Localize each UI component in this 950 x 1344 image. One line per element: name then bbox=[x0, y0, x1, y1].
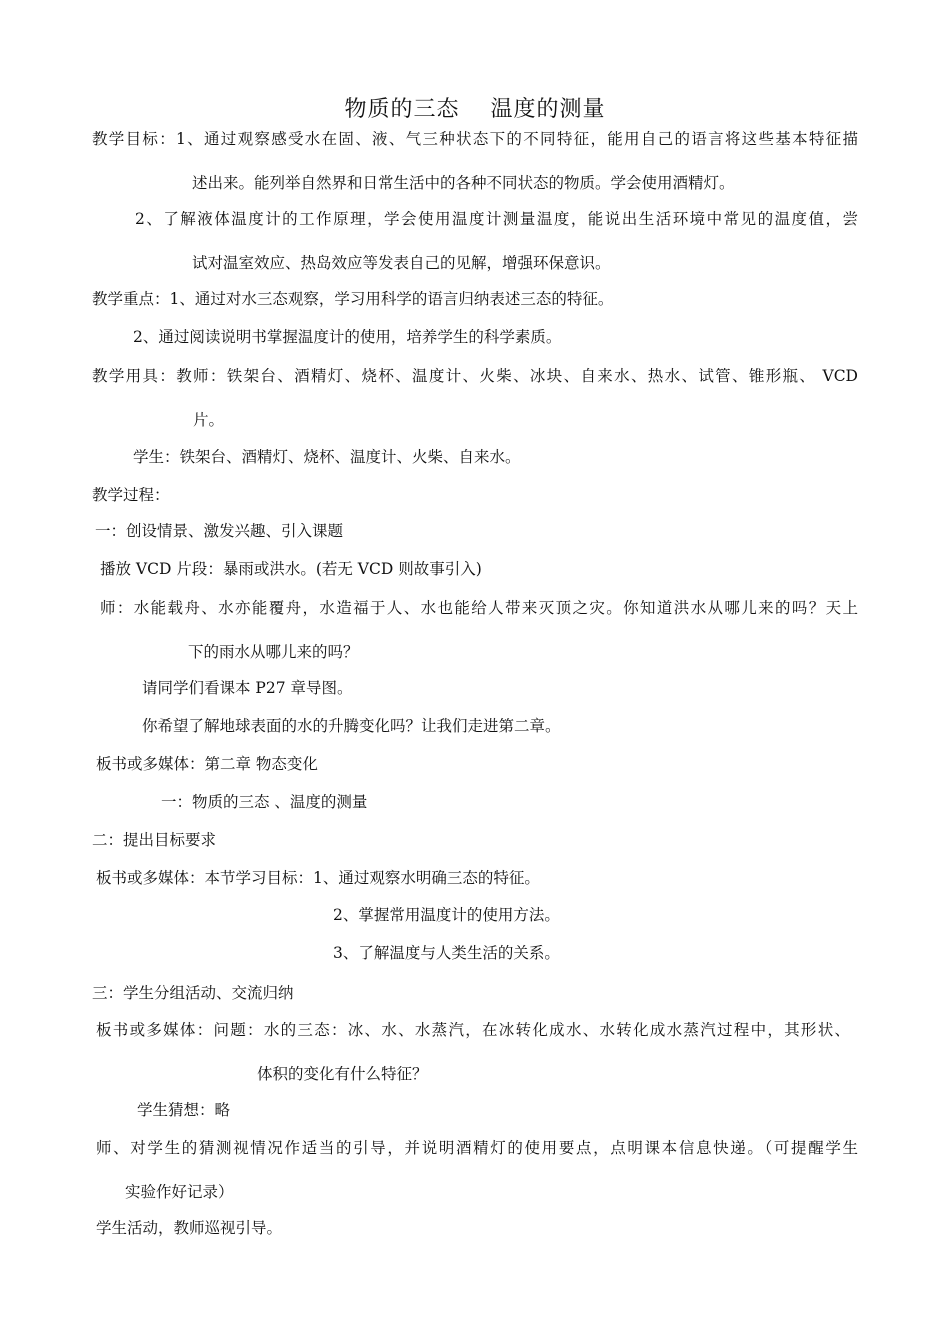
paragraph-line: 学生：铁架台、酒精灯、烧杯、温度计、火柴、自来水。 bbox=[133, 448, 521, 466]
paragraph-line: 播放 VCD 片段：暴雨或洪水。(若无 VCD 则故事引入) bbox=[100, 560, 482, 578]
paragraph-line: 下的雨水从哪儿来的吗？ bbox=[188, 643, 359, 661]
document-title: 物质的三态 温度的测量 bbox=[344, 97, 606, 122]
paragraph-line: 板书或多媒体：第二章 物态变化 bbox=[96, 755, 318, 773]
paragraph-line: 教学过程： bbox=[92, 486, 170, 504]
paragraph-line: 你希望了解地球表面的水的升腾变化吗？让我们走进第二章。 bbox=[142, 717, 561, 735]
section-heading: 三：学生分组活动、交流归纳 bbox=[92, 984, 294, 1002]
paragraph-line: 2、了解液体温度计的工作原理，学会使用温度计测量温度，能说出生活环境中常见的温度值，尝 bbox=[135, 210, 858, 228]
paragraph-line: 述出来。能列举自然界和日常生活中的各种不同状态的物质。学会使用酒精灯。 bbox=[192, 174, 735, 192]
paragraph-line: 教学目标：1、通过观察感受水在固、液、气三种状态下的不同特征，能用自己的语言将这些基本特征描 bbox=[92, 130, 858, 148]
paragraph-line: 师：水能载舟、水亦能覆舟，水造福于人、水也能给人带来灭顶之灾。你知道洪水从哪儿来的吗？天上 bbox=[100, 599, 858, 617]
paragraph-line: 学生活动，教师巡视引导。 bbox=[96, 1219, 283, 1237]
paragraph-line: 实验作好记录） bbox=[125, 1183, 234, 1201]
paragraph-line: 试对温室效应、热岛效应等发表自己的见解，增强环保意识。 bbox=[192, 254, 611, 272]
section-heading: 二：提出目标要求 bbox=[92, 831, 217, 849]
paragraph-line: 请同学们看课本 P27 章导图。 bbox=[142, 679, 353, 697]
paragraph-line: 一：物质的三态 、温度的测量 bbox=[161, 793, 368, 811]
section-heading: 一：创设情景、激发兴趣、引入课题 bbox=[95, 522, 344, 540]
paragraph-line: 师、对学生的猜测视情况作适当的引导，并说明酒精灯的使用要点，点明课本信息快递。（可提醒学生 bbox=[96, 1139, 858, 1157]
paragraph-line: 体积的变化有什么特征？ bbox=[257, 1065, 428, 1083]
paragraph-line: 3、了解温度与人类生活的关系。 bbox=[333, 944, 560, 962]
paragraph-line: 板书或多媒体：问题：水的三态：冰、水、水蒸汽，在冰转化成水、水转化成水蒸汽过程中，其形状、 bbox=[96, 1021, 850, 1039]
paragraph-line: 片。 bbox=[193, 411, 225, 429]
paragraph-line: 2、掌握常用温度计的使用方法。 bbox=[333, 906, 560, 924]
paragraph-line: 学生猜想：略 bbox=[137, 1101, 231, 1119]
paragraph-line: 2、通过阅读说明书掌握温度计的使用，培养学生的科学素质。 bbox=[133, 328, 562, 346]
paragraph-line: 板书或多媒体：本节学习目标：1、通过观察水明确三态的特征。 bbox=[96, 869, 540, 887]
paragraph-line: 教学用具：教师：铁架台、酒精灯、烧杯、温度计、火柴、冰块、自来水、热水、试管、锥形瓶、 VCD bbox=[92, 367, 858, 385]
paragraph-line: 教学重点：1、通过对水三态观察，学习用科学的语言归纳表述三态的特征。 bbox=[92, 290, 614, 308]
